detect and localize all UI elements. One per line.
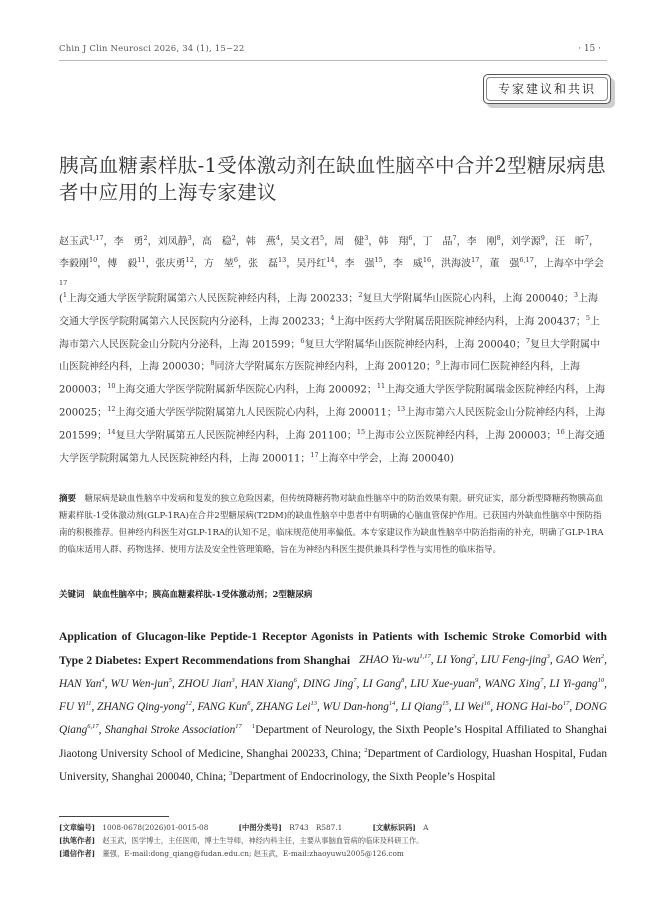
section-badge bbox=[483, 74, 611, 104]
footnote bbox=[59, 821, 607, 860]
english-affiliations: $^1$Department of Neurology, the Sixth People’s Hospital Affiliated to Shanghai Jiaotong University School of Medicine, Shanghai 200233, China; $^2$Department of Cardiology, Huashan Hospital, Fudan University, Shanghai 200040, China; $^3$Department of Endocrinology, the Sixth People’s Hospital bbox=[59, 723, 607, 784]
abstract-label: 摘要 bbox=[59, 494, 77, 504]
footnote-writer: [执笔作者] 赵玉武，医学博士，主任医师，博士生导师，神经内科主任，主要从事脑血管病的临床及科研工作。 bbox=[59, 836, 424, 845]
affiliation-list: ($^1$上海交通大学医学院附属第六人民医院神经内科，上海 200233；$^2$复旦大学附属华山医院心内科，上海 200040；$^3$上海交通大学医学院附属第六人民医院内分泌科，上海 200233；$^4$上海中医药大学附属岳阳医院神经内科，上海 200437；$^5$上海市第六人民医院金山分院内分泌科，上海 201599；$^6$复旦大学附属华山医院神经内科，上海 200040；$^7$复旦大学附属中山医院神经内科，上海 200030；$^8$同济大学附属东方医院神经内科，上海 200120；$^9$上海市同仁医院神经内科，上海 200003；$^{10}$上海交通大学医学院附属新华医院心内科，上海 200092；$^{11}$上海交通大学医学院附属瑞金医院神经内科，上海 200025；$^{12}$上海交通大学医学院附属第九人民医院心内科，上海 200011；$^{13}$上海市第六人民医院金山分院神经内科，上海 201599；$^{14}$复旦大学附属第五人民医院神经内科，上海 201100；$^{15}$上海市公立医院神经内科，上海 200003；$^{16}$上海交通大学医学院附属第九人民医院神经内科，上海 200011；$^{17}$上海卒中学会，上海 200040) bbox=[59, 291, 606, 465]
abstract-text: 糖尿病是缺血性脑卒中发病和复发的独立危险因素，但传统降糖药物对缺血性脑卒中的防治效果有限。研究证实，部分新型降糖药物胰高血糖素样肽-1受体激动剂(GLP-1RA)在合并2型糖尿病(T2DM)的缺血性脑卒中患者中有明确的心脑血管保护作用。已获国内外缺血性脑卒中预防指南的积极推荐。但神经内科医生对GLP-1RA的认知不足，临床规范使用率偏低。本专家建议作为缺血性脑卒中防治指南的补充，明确了GLP-1RA的临床适用人群、药物选择、使用方法及安全性管理策略，旨在为神经内科医生提供兼具科学性与实用性的临床指导。 bbox=[59, 494, 604, 555]
english-abstract-header bbox=[59, 627, 607, 788]
footnote-rule bbox=[59, 816, 169, 817]
header-rule bbox=[59, 60, 607, 61]
footnote-article-info: [文章编号] 1008-0678(2026)01-0015-08 [中图分类号] R743 R587.1 [文献标识码] A bbox=[59, 823, 429, 832]
abstract bbox=[59, 491, 607, 559]
keywords-text: 缺血性脑卒中；胰高血糖素样肽-1受体激动剂；2型糖尿病 bbox=[93, 590, 313, 600]
page-number: · 15 · bbox=[578, 44, 601, 54]
author-list: 赵玉武$^{1,17}$，李 勇$^2$，刘凤静$^3$，高 稳$^2$，韩 燕$^4$，吴文君$^5$，周 健$^3$，韩 翔$^6$，丁 晶$^7$，李 刚$^8$，刘学源$^9$，汪 昕$^7$，李毅刚$^{10}$，傅 毅$^{11}$，张庆勇$^{12}$，方 堃$^6$，张 磊$^{13}$，吴丹红$^{14}$，李 强$^{15}$，李 威$^{16}$，洪海波$^{17}$，董 强$^{6,17}$，上海卒中学会$^{17}$ bbox=[59, 234, 604, 287]
english-title: Application of Glucagon-like Peptide-1 Receptor Agonists in Patients with Ischemic Stroke Comorbid with Type 2 Diabetes: Expert Recommendations from Shanghai bbox=[59, 630, 607, 667]
journal-citation: Chin J Clin Neurosci 2026, 34 (1), 15~22 bbox=[59, 44, 245, 54]
keywords-label: 关键词 bbox=[59, 590, 85, 600]
footnote-correspondence: [通信作者] 董强，E-mail:dong_qiang@fudan.edu.cn; 赵玉武，E-mail:zhaoyuwu2005@126.com bbox=[59, 849, 404, 858]
section-badge-label: 专家建议和共识 bbox=[486, 77, 608, 101]
keywords bbox=[59, 588, 607, 600]
english-authors: ZHAO Yu-wu$^{1,17}$, LI Yong$^2$, LIU Feng-jing$^3$, GAO Wen$^2$, HAN Yan$^4$, WU Wen-jun$^5$, ZHOU Jian$^3$, HAN Xiang$^6$, DING Jing$^7$, LI Gang$^8$, LIU Xue-yuan$^9$, WANG Xing$^7$, LI Yi-gang$^{10}$, FU Yi$^{11}$, ZHANG Qing-yong$^{12}$, FANG Kun$^6$, ZHANG Lei$^{13}$, WU Dan-hong$^{14}$, LI Qiang$^{15}$, LI Wei$^{16}$, HONG Hai-$bo^{17}$, DONG Qiang$^{6,17}$, Shanghai Stroke Association$^{17}$ bbox=[59, 653, 607, 737]
article-title: 胰高血糖素样肽-1受体激动剂在缺血性脑卒中合并2型糖尿病患者中应用的上海专家建议 bbox=[59, 154, 607, 204]
